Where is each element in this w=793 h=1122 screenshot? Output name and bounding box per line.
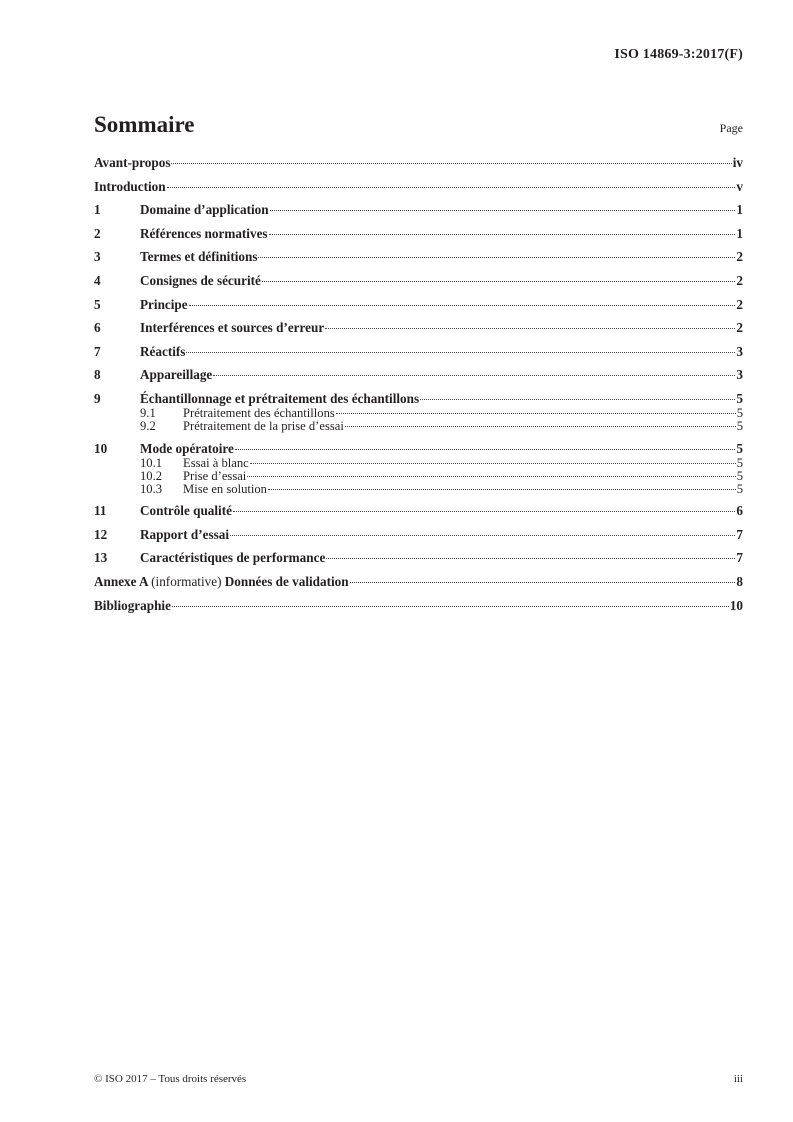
toc-entry-label[interactable]: Mode opératoire	[140, 440, 234, 456]
copyright-notice: © ISO 2017 – Tous droits réservés	[94, 1073, 247, 1085]
toc-entry-page: 10	[729, 597, 743, 613]
dot-leader	[326, 558, 735, 559]
toc-entry-number: 2	[94, 225, 101, 241]
toc-subentry-10-1[interactable]	[94, 457, 743, 470]
dot-leader	[262, 281, 736, 282]
toc-entry-label[interactable]: Prétraitement des échantillons	[183, 405, 335, 420]
toc-entry-label[interactable]: Consignes de sécurité	[140, 272, 261, 288]
toc-entry-12[interactable]	[94, 527, 743, 543]
annex-title: Données de validation	[224, 573, 349, 589]
toc-entry-page: 5	[736, 390, 743, 406]
toc-entry-introduction[interactable]	[94, 179, 743, 195]
toc-entry-number: 13	[94, 550, 108, 566]
dot-leader	[172, 606, 729, 607]
toc-entry-page: 5	[736, 440, 743, 456]
toc-entry-page: 7	[736, 526, 743, 542]
toc-title: Sommaire	[94, 112, 195, 137]
toc-entry-7[interactable]	[94, 344, 743, 360]
dot-leader	[350, 582, 736, 583]
toc-entry-label[interactable]: Essai à blanc	[183, 455, 249, 470]
dot-leader	[268, 489, 736, 490]
toc-subentry-9-1[interactable]	[94, 407, 743, 420]
toc-entry-number: 11	[94, 503, 107, 519]
dot-leader	[420, 399, 735, 400]
toc-entry-number: 6	[94, 320, 101, 336]
page-column-label: Page	[719, 121, 743, 135]
toc-entry-6[interactable]	[94, 320, 743, 336]
toc-entry-number: 9.1	[140, 405, 156, 420]
toc-entry-label[interactable]: Principe	[140, 296, 188, 312]
toc-entry-page: 5	[736, 481, 743, 496]
toc-entry-label[interactable]: Réactifs	[140, 343, 186, 359]
dot-leader	[325, 328, 735, 329]
toc-subentry-10-3[interactable]	[94, 483, 743, 496]
toc-entry-label[interactable]: Domaine d’application	[140, 202, 269, 218]
toc-entry-number: 10.2	[140, 468, 163, 483]
dot-leader	[233, 511, 735, 512]
toc-entry-page: 2	[736, 272, 743, 288]
toc-entry-bibliographie[interactable]	[94, 598, 743, 614]
dot-leader	[230, 535, 735, 536]
toc-entry-page: 8	[736, 573, 743, 589]
toc-entry-page: iv	[732, 155, 743, 170]
toc-entry-label[interactable]: Contrôle qualité	[140, 503, 232, 519]
dot-leader	[336, 413, 736, 414]
toc-entry-5[interactable]	[94, 297, 743, 313]
dot-leader	[269, 234, 736, 235]
dot-leader	[171, 163, 731, 164]
toc-entry-page: 1	[736, 202, 743, 218]
toc-entry-number: 9	[94, 390, 101, 406]
toc-entry-label[interactable]: Références normatives	[140, 225, 268, 241]
toc-entry-page: 3	[736, 367, 743, 383]
dot-leader	[189, 305, 736, 306]
toc-entry-page: 1	[736, 225, 743, 241]
dot-leader	[270, 210, 736, 211]
toc-entry-page: 5	[736, 455, 743, 470]
toc-subentry-10-2[interactable]	[94, 470, 743, 483]
toc-entry-11[interactable]	[94, 503, 743, 519]
dot-leader	[235, 449, 736, 450]
toc-entry-3[interactable]	[94, 249, 743, 265]
dot-leader	[247, 476, 735, 477]
toc-entry-page: 3	[736, 343, 743, 359]
toc-entry-label[interactable]: Appareillage	[140, 367, 213, 383]
toc-entry-13[interactable]	[94, 550, 743, 566]
toc-entry-4[interactable]	[94, 273, 743, 289]
toc-subentry-9-2[interactable]	[94, 420, 743, 433]
toc-entry-page: 7	[736, 550, 743, 566]
dot-leader	[345, 426, 736, 427]
page-number: iii	[733, 1073, 743, 1085]
toc-entry-number: 7	[94, 343, 101, 359]
toc-entry-label[interactable]: Mise en solution	[183, 481, 267, 496]
toc-entry-label[interactable]: Termes et définitions	[140, 249, 258, 265]
annex-note: (informative)	[151, 573, 222, 589]
dot-leader	[167, 187, 736, 188]
toc-entry-label[interactable]: Échantillonnage et prétraitement des échantillons	[140, 390, 420, 406]
toc-entry-page: 5	[736, 418, 743, 433]
table-of-contents	[94, 155, 743, 621]
page-footer	[94, 1073, 743, 1085]
toc-entry-label[interactable]: Rapport d’essai	[140, 526, 230, 542]
toc-entry-page: 6	[736, 503, 743, 519]
toc-entry-label[interactable]: Interférences et sources d’erreur	[140, 320, 325, 336]
toc-entry-label[interactable]: Prétraitement de la prise d’essai	[183, 418, 344, 433]
toc-entry-number: 1	[94, 202, 101, 218]
toc-entry-page: 2	[736, 320, 743, 336]
toc-entry-annexe-a[interactable]	[94, 574, 743, 590]
toc-entry-number: 12	[94, 526, 108, 542]
toc-entry-8[interactable]	[94, 367, 743, 383]
toc-entry-10[interactable]	[94, 441, 743, 457]
toc-entry-number: 10.3	[140, 481, 163, 496]
toc-entry-number: 10	[94, 440, 108, 456]
toc-entry-page: 5	[736, 405, 743, 420]
toc-entry-1[interactable]	[94, 202, 743, 218]
toc-entry-page: 5	[736, 468, 743, 483]
toc-entry-9[interactable]	[94, 391, 743, 407]
dot-leader	[186, 352, 735, 353]
toc-entry-label[interactable]: Prise d’essai	[183, 468, 247, 483]
toc-entry-label[interactable]: Avant-propos	[94, 155, 171, 170]
toc-entry-label[interactable]: Caractéristiques de performance	[140, 550, 326, 566]
toc-entry-page: 2	[736, 249, 743, 265]
toc-entry-number: 3	[94, 249, 101, 265]
toc-entry-number: 5	[94, 296, 101, 312]
toc-entry-number: 9.2	[140, 418, 156, 433]
dot-leader	[258, 257, 735, 258]
toc-entry-page: 2	[736, 296, 743, 312]
toc-header	[94, 112, 743, 138]
toc-entry-page: v	[736, 178, 743, 194]
toc-entry-number: 4	[94, 272, 101, 288]
document-id: ISO 14869-3:2017(F)	[614, 47, 743, 62]
dot-leader	[250, 463, 736, 464]
toc-entry-label[interactable]: Introduction	[94, 178, 166, 194]
toc-entry-label[interactable]	[94, 574, 349, 590]
toc-entry-number: 8	[94, 367, 101, 383]
toc-entry-2[interactable]	[94, 226, 743, 242]
toc-entry-label[interactable]: Bibliographie	[94, 597, 171, 613]
annex-label: Annexe A	[94, 573, 148, 589]
dot-leader	[213, 375, 735, 376]
toc-entry-avant-propos[interactable]	[94, 155, 743, 171]
toc-entry-number: 10.1	[140, 455, 163, 470]
